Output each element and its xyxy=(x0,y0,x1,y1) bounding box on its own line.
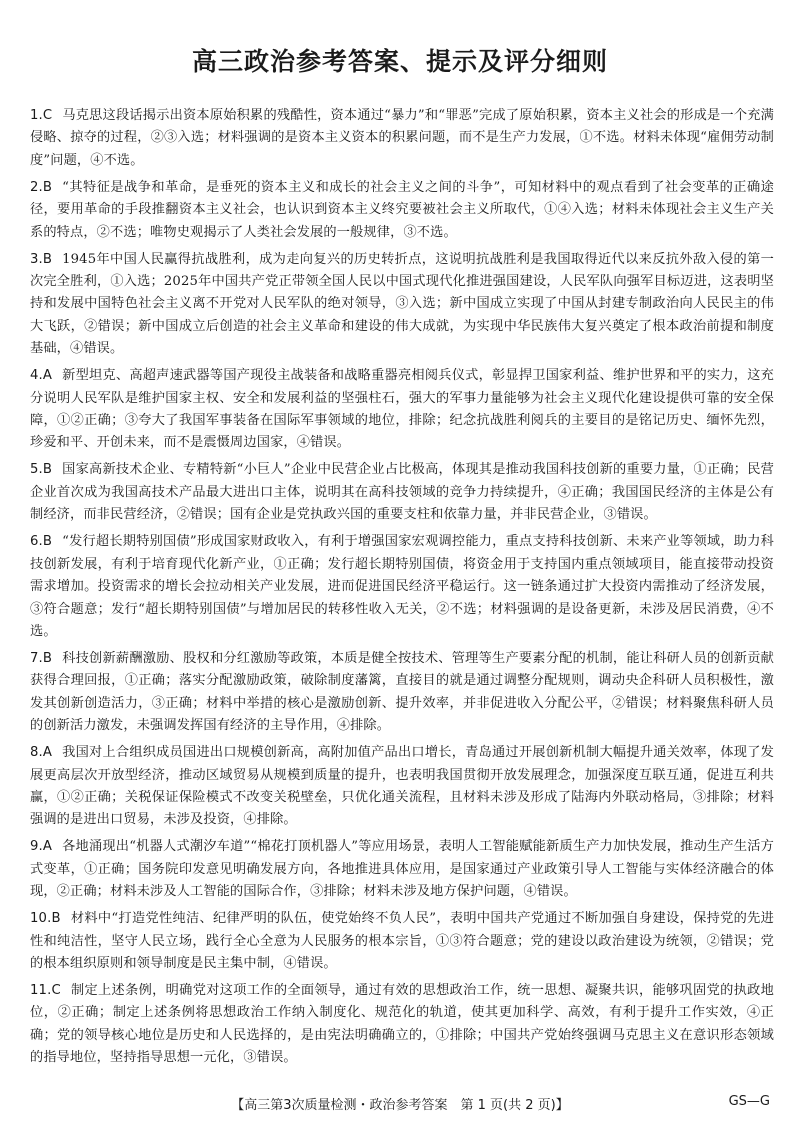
answer-choice: C xyxy=(42,108,53,123)
answer-choice: B xyxy=(42,534,53,550)
answer-list xyxy=(30,105,774,1074)
answer-choice: B xyxy=(42,179,53,195)
question-number: 9. xyxy=(30,839,43,855)
answer-item xyxy=(30,648,774,738)
answer-explanation: “其特征是战争和革命，是垂死的资本主义和成长的社会主义之间的斗争”，可知材料中的观点看到了社会变革的正确途径，要用革命的手段推翻资本主义社会，也认识到资本主义终究要被社会主义所取代，①④入选；材料未体现社会主义生产关系的特点，②不选；唯物史观揭示了人类社会发展的一般规律，③不选。 xyxy=(30,179,774,240)
answer-explanation: “发行超长期特别国债”形成国家财政收入，有利于增强国家宏观调控能力，重点支持科技创新、未来产业等领域，助力科技创新发展，有利于培育现代化新产业，①正确；发行超长期特别国债，将资金用于支持国内重点领域项目，能直接带动投资需求增加。投资需求的增长会拉动相关产业发展，进而促进国民经济平稳运行。这一链条通过扩大投资内需推动了经济发展，③符合题意；发行“超长期特别国债”与增加居民的转移性收入无关，②不选；材料强调的是设备更新，未涉及居民消费，④不选。 xyxy=(30,534,774,639)
question-number: 11. xyxy=(30,982,52,998)
footer-text: 【高三第3次质量检测・政治参考答案 第 1 页(共 2 页)】 xyxy=(231,1098,569,1113)
answer-choice: C xyxy=(51,982,61,998)
answer-item xyxy=(30,249,774,361)
answer-item xyxy=(30,980,774,1070)
answer-explanation: 科技创新薪酬激励、股权和分红激励等政策，本质是健全按技术、管理等生产要素分配的机制，能让科研人员的创新贡献获得合理回报，①正确；落实分配激励政策，破除制度藩篱，直接目的就是通过调整分配规则，调动央企科研人员积极性，激发其创新创造活力，③正确；材料中举措的核心是激励创新、提升效率，并非促进收入分配公平，②错误；材料聚焦科研人员的创新活力激发，未强调发挥国有经济的主导作用，④排除。 xyxy=(30,650,774,734)
question-number: 4. xyxy=(30,368,43,384)
footer-code: GS—G xyxy=(728,1094,770,1109)
page-footer xyxy=(0,1094,800,1114)
answer-item xyxy=(30,531,774,643)
answer-item xyxy=(30,459,774,526)
answer-explanation: 马克思这段话揭示出资本原始积累的残酷性，资本通过“暴力”和“罪恶”完成了原始积累，资本主义社会的形成是一个充满侵略、掠夺的过程，②③入选；材料强调的是资本主义资本的积累问题，而不是生产力发展，①不选。材料未体现“雇佣劳动制度”问题，④不选。 xyxy=(30,108,774,168)
answer-choice: B xyxy=(42,462,53,478)
answer-item xyxy=(30,105,774,172)
question-number: 3. xyxy=(30,251,43,267)
page-title: 高三政治参考答案、提示及评分细则 xyxy=(191,47,608,76)
answer-explanation: 新型坦克、高超声速武器等国产现役主战装备和战略重器亮相阅兵仪式，彰显捍卫国家利益、维护世界和平的实力，这充分说明人民军队是维护国家主权、安全和发展利益的坚强柱石，强大的军事力量能够为社会主义现代化建设提供可靠的安全保障，①②正确；③夸大了我国军事装备在国际军事领域的地位，排除；纪念抗战胜利阅兵的主要目的是铭记历史、缅怀先烈，珍爱和平、开创未来，而不是震慑周边国家，④错误。 xyxy=(30,368,774,451)
answer-item xyxy=(30,365,774,455)
answer-choice: A xyxy=(42,745,53,761)
answer-explanation: 各地涌现出“机器人式潮汐车道”“棉花打顶机器人”等应用场景，表明人工智能赋能新质生产力加快发展，推动生产生活方式变革，①正确；国务院印发意见明确发展方向，各地推进具体应用，是国家通过产业政策引导人工智能与实体经济融合的体现，②正确；材料未涉及人工智能的国际合作，③排除；材料未涉及地方保护问题，④错误。 xyxy=(30,839,774,900)
answer-explanation: 制定上述条例，明确党对这项工作的全面领导，通过有效的思想政治工作，统一思想、凝聚共识，能够巩固党的执政地位，②正确；制定上述条例将思想政治工作纳入制度化、规范化的轨道，使其更加科学、高效，有利于提升工作实效，④正确；党的领导核心地位是历史和人民选择的，是由宪法明确确立的，①排除；中国共产党始终强调马克思主义在意识形态领域的指导地位，坚持指导思想一元化，③错误。 xyxy=(30,982,774,1066)
answer-item xyxy=(30,908,774,975)
question-number: 5. xyxy=(30,462,43,478)
question-number: 10. xyxy=(30,911,52,927)
answer-choice: A xyxy=(42,839,53,855)
answer-choice: B xyxy=(51,911,61,927)
answer-item xyxy=(30,177,774,244)
answer-explanation: 我国对上合组织成员国进出口规模创新高，高附加值产品出口增长，青岛通过开展创新机制大幅提升通关效率，体现了发展更高层次开放型经济，推动区域贸易从规模到质量的提升，也表明我国贯彻开放发展理念，加强深度互联互通，促进互利共赢，①②正确；关税保证保险模式不改变关税壁垒，只优化通关流程，且材料未涉及形成了陆海内外联动格局，③排除；材料强调的是进出口贸易，未涉及投资，④排除。 xyxy=(30,745,774,828)
question-number: 1. xyxy=(30,108,43,123)
answer-choice: B xyxy=(42,251,53,267)
answer-explanation: 1945年中国人民赢得抗战胜利，成为走向复兴的历史转折点，这说明抗战胜利是我国取得近代以来反抗外敌入侵的第一次完全胜利，①入选；2025年中国共产党正带领全国人民以中国式现代化推进强国建设，人民军队向强军目标迈进，这表明坚持和发展中国特色社会主义离不开党对人民军队的绝对领导，③入选；新中国成立实现了中国从封建专制政治向人民民主的伟大飞跃，②错误；新中国成立后创造的社会主义革命和建设的伟大成就，为实现中华民族伟大复兴奠定了根本政治前提和制度基础，④错误。 xyxy=(30,251,774,357)
question-number: 6. xyxy=(30,534,43,550)
answer-item xyxy=(30,836,774,903)
answer-explanation: 国家高新技术企业、专精特新“小巨人”企业中民营企业占比极高，体现其是推动我国科技创新的重要力量，①正确；民营企业首次成为我国高技术产品最大进出口主体，说明其在高科技领域的竞争力持续提升，④正确；我国国民经济的主体是公有制经济，而非民营经济，②错误；国有企业是党执政兴国的重要支柱和依靠力量，并非民营企业，③错误。 xyxy=(30,462,774,523)
question-number: 7. xyxy=(30,650,43,666)
question-number: 8. xyxy=(30,745,43,761)
answer-choice: A xyxy=(42,368,53,384)
answer-explanation: 材料中“打造党性纯洁、纪律严明的队伍，使党始终不负人民”，表明中国共产党通过不断加强自身建设，保持党的先进性和纯洁性，坚守人民立场，践行全心全意为人民服务的根本宗旨，①③符合题意；党的建设以政治建设为统领，②错误；党的根本组织原则和领导制度是民主集中制，④错误。 xyxy=(30,911,774,971)
question-number: 2. xyxy=(30,179,43,195)
answer-choice: B xyxy=(42,650,53,666)
answer-item xyxy=(30,742,774,832)
